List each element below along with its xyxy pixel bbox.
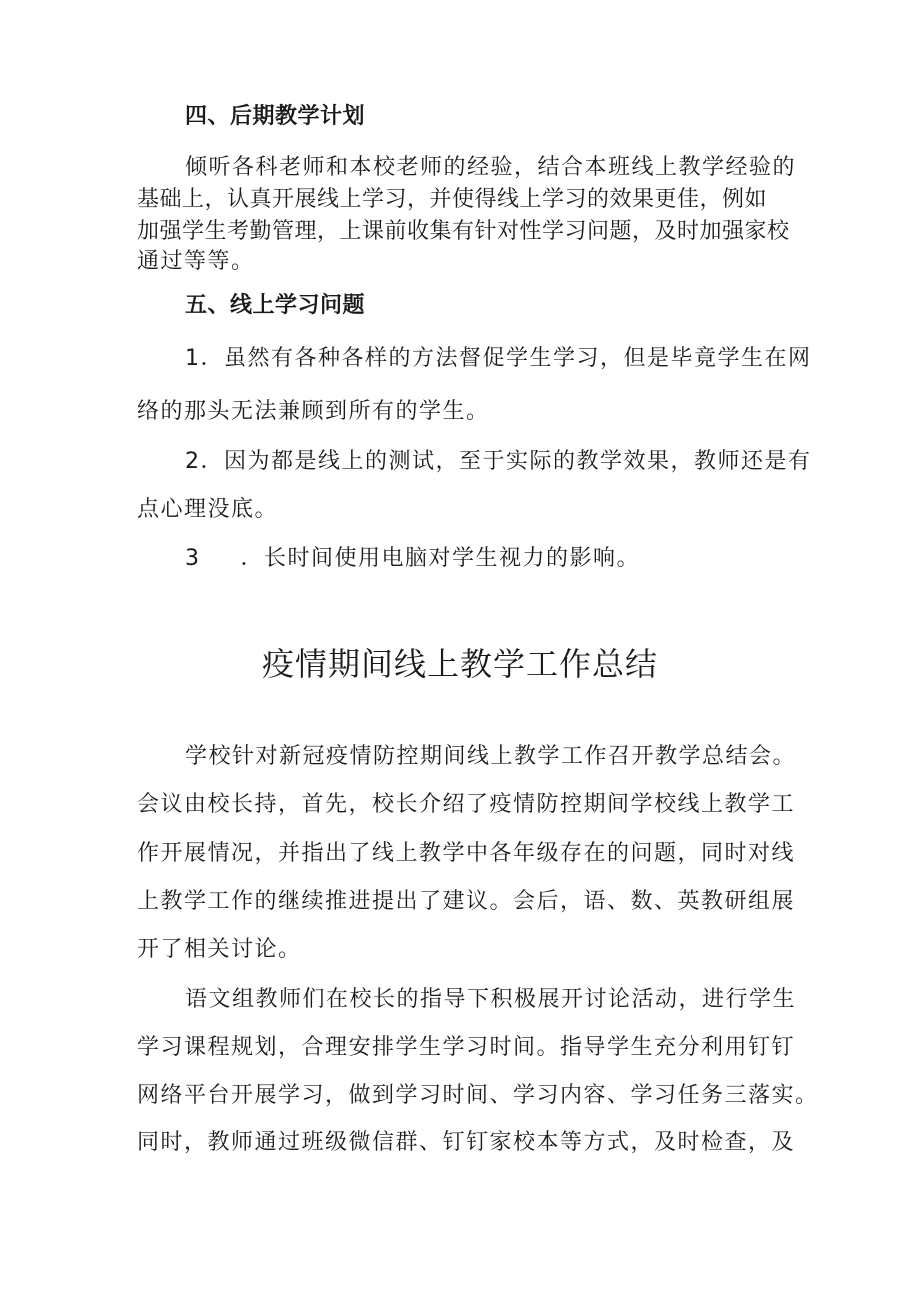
para-1-line-5: 开了相关讨论。 xyxy=(137,937,302,962)
para-2-line-1: 语文组教师们在校长的指导下积极展开讨论活动，进行学生 xyxy=(185,987,797,1012)
item-2-line-2: 点心理没底。 xyxy=(137,497,279,522)
section-4-line-3: 加强学生考勤管理，上课前收集有针对性学习问题，及时加强家校 xyxy=(137,219,790,244)
para-2-line-3: 网络平台开展学习，做到学习时间、学习内容、学习任务三落实。 xyxy=(137,1083,819,1108)
section-4-line-4: 通过等等。 xyxy=(137,249,255,274)
document-title: 疫情期间线上教学工作总结 xyxy=(261,645,658,683)
section-4-heading: 四、后期教学计划 xyxy=(185,104,366,129)
para-1-line-3: 作开展情况，并指出了线上教学中各年级存在的问题，同时对线 xyxy=(137,841,796,866)
para-1-line-4: 上教学工作的继续推进提出了建议。会后，语、数、英教研组展 xyxy=(137,889,796,914)
para-2-line-4: 同时，教师通过班级微信群、钉钉家校本等方式，及时检查，及 xyxy=(137,1130,796,1155)
section-5-heading: 五、线上学习问题 xyxy=(185,293,366,318)
para-2-line-2: 学习课程规划，合理安排学生学习时间。指导学生充分利用钉钉 xyxy=(137,1035,796,1060)
section-4-line-2: 基础上，认真开展线上学习，并使得线上学习的效果更佳，例如 xyxy=(137,187,768,212)
item-2-line-1: 2．因为都是线上的测试，至于实际的教学效果，教师还是有 xyxy=(185,449,812,474)
item-3-text: ．长时间使用电脑对学生视力的影响。 xyxy=(240,546,641,571)
item-1-line-2: 络的那头无法兼顾到所有的学生。 xyxy=(137,399,490,424)
para-1-line-1: 学校针对新冠疫情防控期间线上教学工作召开教学总结会。 xyxy=(185,744,797,769)
item-3-number: 3 xyxy=(185,546,201,571)
section-4-line-1: 倾听各科老师和本校老师的经验，结合本班线上教学经验的 xyxy=(185,155,797,180)
item-1-line-1: 1．虽然有各种各样的方法督促学生学习，但是毕竟学生在网 xyxy=(185,346,812,371)
para-1-line-2: 会议由校长持，首先，校长介绍了疫情防控期间学校线上教学工 xyxy=(137,792,796,817)
item-3-line xyxy=(185,543,865,575)
